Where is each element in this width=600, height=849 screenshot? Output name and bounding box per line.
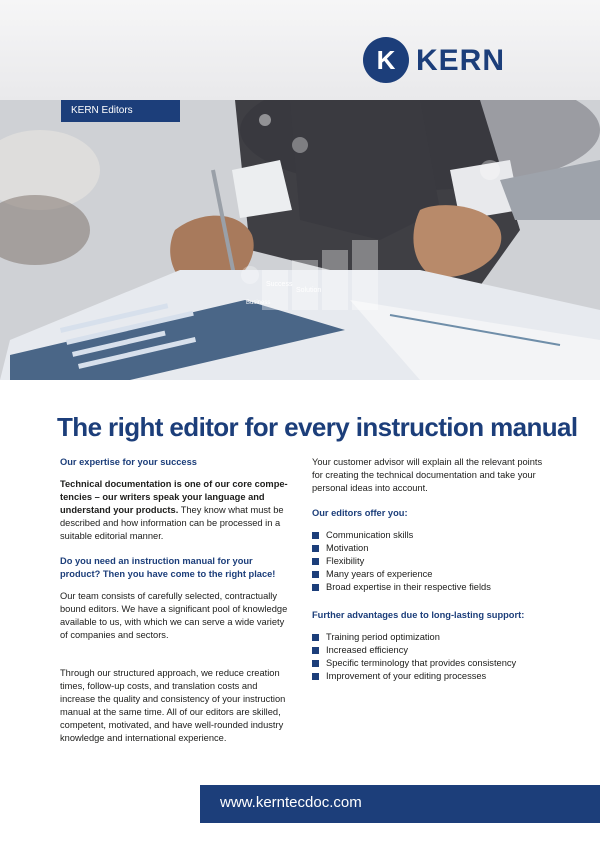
svg-text:K: K [376, 45, 396, 75]
approach-paragraph: Through our structured approach, we reduce creation times, follow-up costs, and translation costs and increase the quality and consistency of your instruction manual at the same time. All of our editors are skilled, competent, motivated, and have well-rounded industry knowledge and international experience. [60, 668, 286, 743]
list-item: Specific terminology that provides consistency [312, 657, 547, 670]
editors-offer-list [312, 529, 547, 594]
intro-text: They know what must be described and how information can be processed in a suitable editorial manner. [60, 505, 284, 541]
page-headline: The right editor for every instruction manual [57, 412, 578, 442]
list-item: Training period optimization [312, 631, 547, 644]
team-paragraph: Our team consists of carefully selected, contractually bound editors. We have a significant pool of knowledge available to us, with which we can serve a wide variety of companies and sectors. [60, 591, 288, 640]
advantages-heading: Further advantages due to long-lasting support: [312, 610, 525, 620]
website-link[interactable]: www.kerntecdoc.com [220, 794, 362, 811]
advantages-list [312, 631, 547, 683]
intro-bold: Technical documentation is one of our core compe-tencies – our writers speak your language and understand your products. [60, 479, 288, 515]
photo-label-success: Success [266, 281, 293, 288]
footer-bar [200, 785, 600, 823]
kern-logo [362, 36, 542, 84]
business-meeting-illustration [0, 100, 600, 380]
list-item: Improvement of your editing processes [312, 670, 547, 683]
logo-wordmark: KERN [416, 44, 506, 77]
editors-offer-heading: Our editors offer you: [312, 508, 408, 518]
list-item: Broad expertise in their respective fields [312, 581, 547, 594]
list-item: Motivation [312, 542, 547, 555]
left-column [60, 456, 290, 757]
instruction-manual-heading: Do you need an instruction manual for your product? Then you have come to the right place! [60, 556, 276, 579]
list-item: Communication skills [312, 529, 547, 542]
hero-photo [0, 100, 600, 380]
advisor-paragraph: Your customer advisor will explain all the relevant points for creating the technical documentation and take your personal ideas into account. [312, 457, 543, 493]
kern-logo-mark [362, 36, 410, 84]
expertise-heading: Our expertise for your success [60, 457, 197, 467]
list-item: Flexibility [312, 555, 547, 568]
intro-paragraph [60, 478, 290, 543]
photo-label-solution: Solution [296, 287, 322, 294]
list-item: Increased efficiency [312, 644, 547, 657]
photo-label-business: Business [246, 300, 271, 306]
right-column [312, 456, 547, 698]
list-item: Many years of experience [312, 568, 547, 581]
editors-tag: KERN Editors [61, 100, 180, 122]
